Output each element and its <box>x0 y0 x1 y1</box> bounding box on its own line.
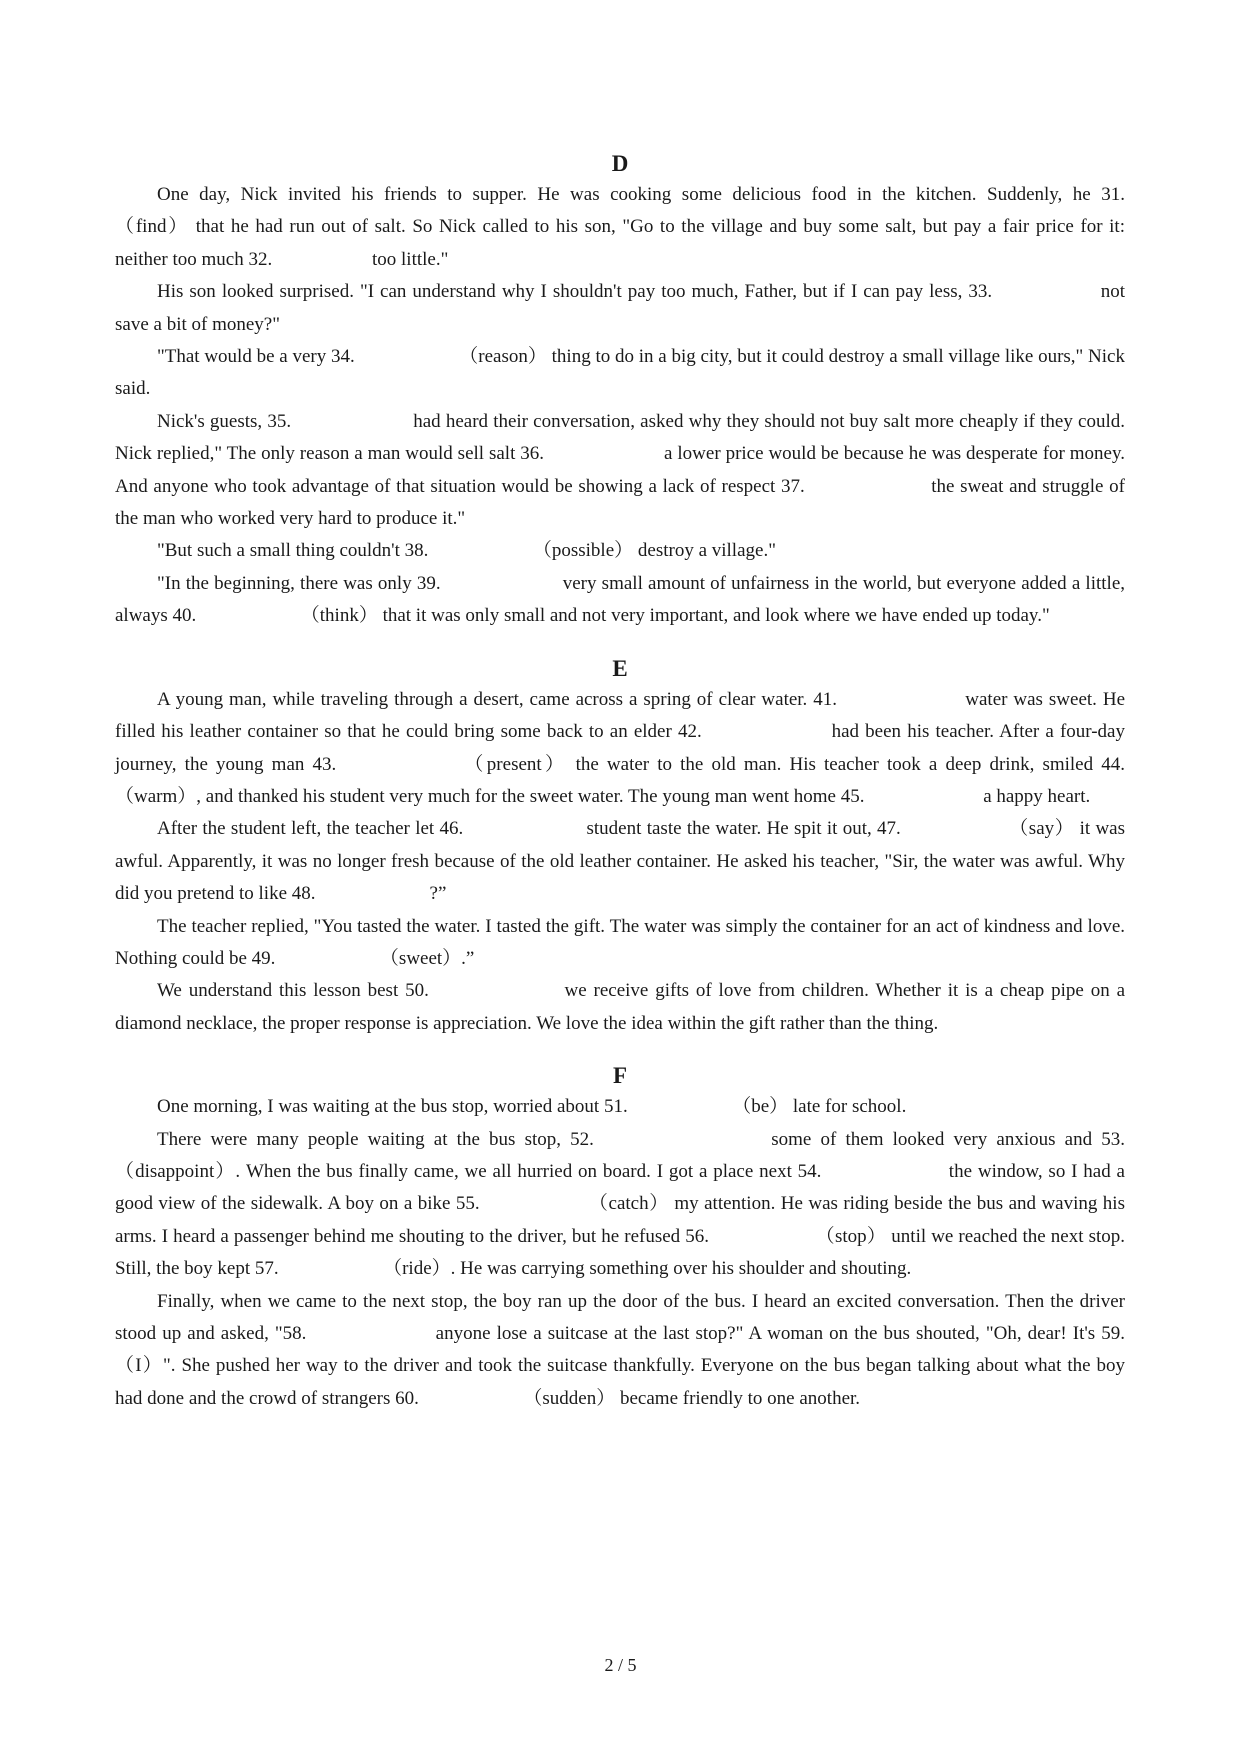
paragraph: Nick's guests, 35. had heard their conversation, asked why they should not buy salt more cheaply if they could. Nick replied," The only reason a man would sell salt 36. a lower price would be because he was desperate for money. And anyone who took advantage of that situation would be showing a lack of respect 37. the sweat and struggle of the man who worked very hard to produce it." <box>115 410 1125 530</box>
paragraph: "In the beginning, there was only 39. very small amount of unfairness in the world, but everyone added a little, always 40. （think） that it was only small and not very important, and look where we have ended up today." <box>115 572 1125 627</box>
section-title: E <box>612 655 628 681</box>
section-e <box>115 655 1240 1040</box>
paragraph: We understand this lesson best 50. we receive gifts of love from children. Whether it is a cheap pipe on a diamond necklace, the proper response is appreciation. We love the idea within the gift rather than the thing. <box>115 980 1125 1034</box>
paragraph: There were many people waiting at the bus stop, 52. some of them looked very anxious and 53. （disappoint）. When the bus finally came, we all hurried on board. I got a place next 54. the window, so I had a good view of the sidewalk. A boy on a bike 55. （catch） my attention. He was riding beside the bus and waving his arms. I heard a passenger behind me shouting to the driver, but he refused 56. （stop） until we reached the next stop. Still, the boy kept 57. （ride）. He was carrying something over his shoulder and shouting. <box>115 1128 1221 1280</box>
paragraph: Finally, when we came to the next stop, the boy ran up the door of the bus. I heard an excited conversation. Then the driver stood up and asked, "58. anyone lose a suitcase at the last stop?" A woman on the bus shouted, "Oh, dear! It's 59. （I）". She pushed her way to the driver and took the suitcase thankfully. Everyone on the bus began talking about what the boy had done and the crowd of strangers 60. （sudden） became friendly to one another. <box>115 1290 1240 1409</box>
paragraph: His son looked surprised. "I can understand why I shouldn't pay too much, Father, but if I can pay less, 33. not save a bit of money?" <box>115 281 1125 335</box>
paragraph: "But such a small thing couldn't 38. （possible） destroy a village." <box>157 540 776 562</box>
paragraph: After the student left, the teacher let 46. student taste the water. He spit it out, 47. （say） it was awful. Apparently, it was no longer fresh because of the old leather container. He asked his teacher, "Sir, the water was awful. Why did you pretend to like 48. ?” <box>115 818 1125 905</box>
document-page <box>115 150 1240 1437</box>
paragraph: One morning, I was waiting at the bus stop, worried about 51. （be） late for school. <box>157 1096 907 1118</box>
paragraph: "That would be a very 34. （reason） thing to do in a big city, but it could destroy a small village like ours," Nick said. <box>115 346 1125 400</box>
section-title: D <box>611 151 629 176</box>
section-d <box>115 150 1221 633</box>
paragraph: A young man, while traveling through a desert, came across a spring of clear water. 41. water was sweet. He filled his leather container so that he could bring some back to an elder 42. had been his teacher. After a four-day journey, the young man 43. （present） the water to the old man. His teacher took a deep drink, smiled 44. （warm）, and thanked his student very much for the sweet water. The young man went home 45. a happy heart. <box>115 688 1240 807</box>
section-title: F <box>612 1063 628 1089</box>
page-number: 2 / 5 <box>604 1655 637 1675</box>
paragraph: One day, Nick invited his friends to supper. He was cooking some delicious food in the kitchen. Suddenly, he 31. （find） that he had run out of salt. So Nick called to his son, "Go to the village and buy some salt, but pay a fair price for it: neither too much 32. too little." <box>115 184 1221 270</box>
section-f <box>115 1062 1240 1415</box>
paragraph: The teacher replied, "You tasted the water. I tasted the gift. The water was simply the container for an act of kindness and love. Nothing could be 49. （sweet）.” <box>115 915 1125 969</box>
